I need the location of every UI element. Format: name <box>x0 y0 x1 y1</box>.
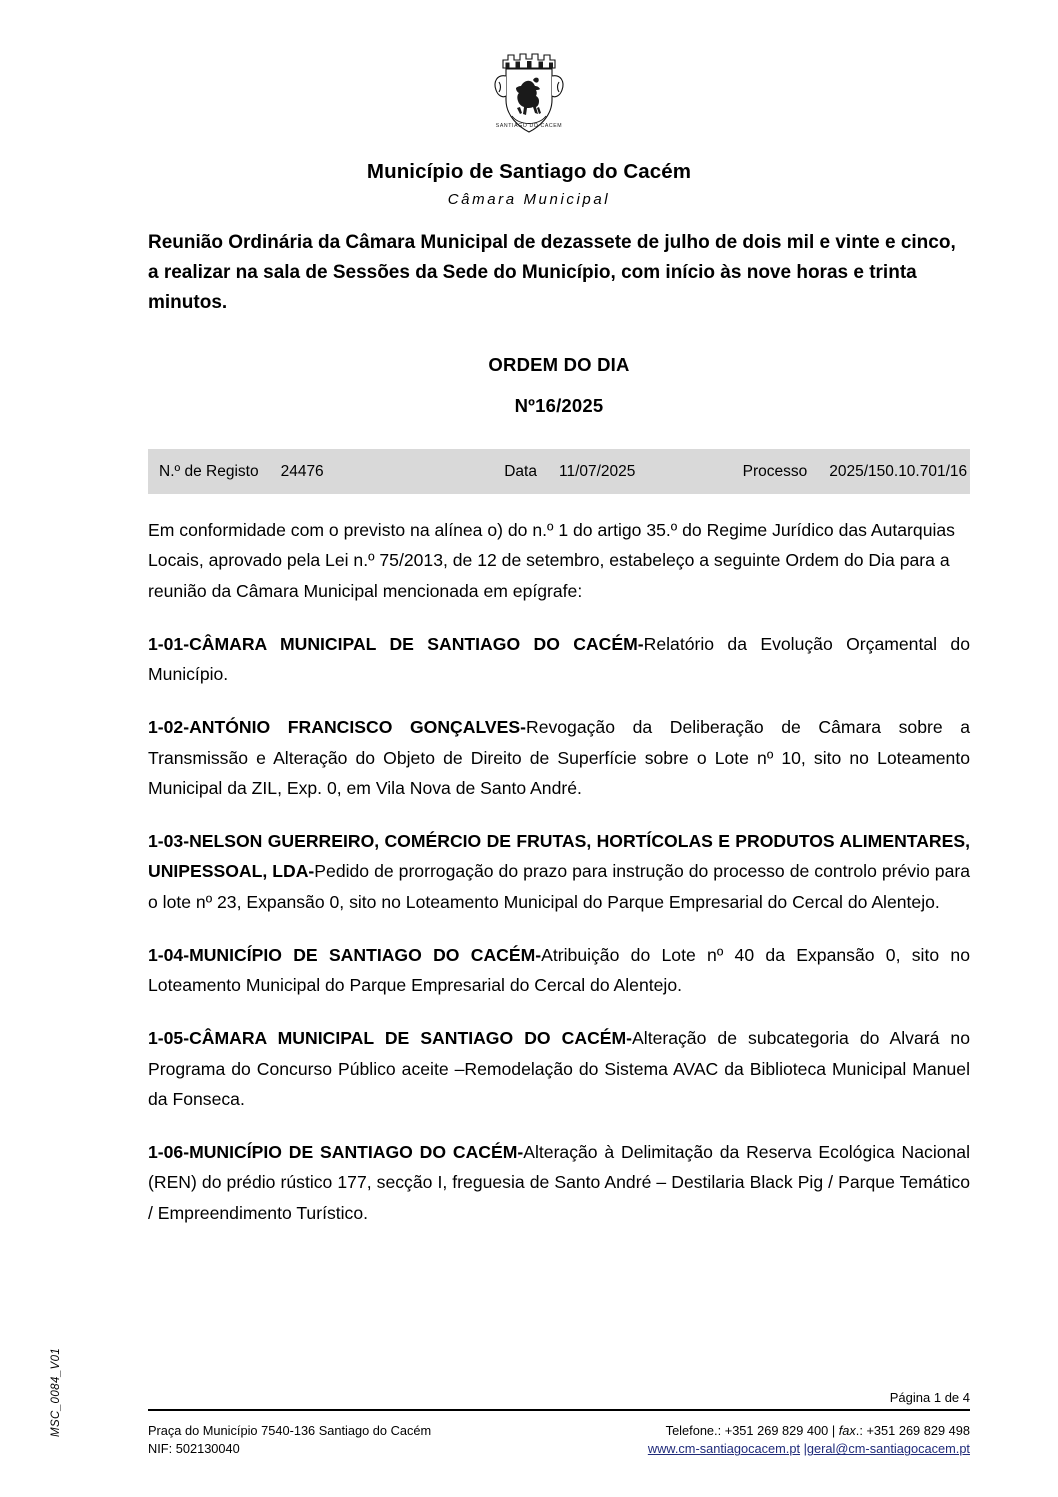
crest-container <box>0 0 1058 146</box>
footer-address <box>148 1422 431 1459</box>
meeting-title: Reunião Ordinária da Câmara Municipal de dezassete de julho de dois mil e vinte e cinco, a realizar na sala de Sessões da Sede do Município, com início às nove horas e trinta minutos. <box>148 232 956 314</box>
page-footer <box>148 1390 970 1459</box>
agenda-item <box>148 1023 970 1114</box>
footer-web-line <box>648 1440 970 1459</box>
data-value: 11/07/2025 <box>558 462 636 480</box>
email-link[interactable]: geral@cm-santiagocacem.pt <box>806 1441 970 1457</box>
document-reference-code: MSC_0084_V01 <box>50 1347 62 1437</box>
registration-group-processo <box>732 463 970 481</box>
website-link[interactable]: www.cm-santiagocacem.pt <box>647 1441 801 1457</box>
organization-title: Município de Santiago do Cacém <box>366 160 692 183</box>
agenda-item <box>148 629 970 690</box>
footer-divider <box>148 1409 970 1411</box>
agenda-item-lead: 1-06-MUNICÍPIO DE SANTIAGO DO CACÉM- <box>148 1142 524 1163</box>
agenda-item-lead: 1-02-ANTÓNIO FRANCISCO GONÇALVES- <box>148 717 526 738</box>
footer-phone-text: Telefone.: +351 269 829 400 | <box>665 1422 839 1438</box>
footer-fax-label: fax <box>838 1422 856 1438</box>
page-number: Página 1 de 4 <box>889 1389 970 1405</box>
agenda-item <box>148 826 970 917</box>
agenda-item-body: Alteração à Delimitação da Reserva Ecológica Nacional (REN) do prédio rústico 177, secção I, freguesia de Santo André – Destilaria Black Pig / Parque Temático / Empreendimento Turístico. <box>148 1142 970 1223</box>
footer-address-line-2: NIF: 502130040 <box>148 1441 240 1457</box>
footer-columns <box>148 1422 970 1459</box>
agenda-item-body: Revogação da Deliberação de Câmara sobre a Transmissão e Alteração do Objeto de Direito de Superfície sobre o Lote nº 10, sito no Loteamento Municipal da ZIL, Exp. 0, em Vila Nova de Santo André. <box>148 717 971 798</box>
processo-value: 2025/150.10.701/16 <box>829 462 968 480</box>
agenda-item-lead: 1-01-CÂMARA MUNICIPAL DE SANTIAGO DO CACÉM- <box>148 633 644 654</box>
intro-paragraph: Em conformidade com o previsto na alínea o) do n.º 1 do artigo 35.º do Regime Jurídico das Autarquias Locais, aprovado pela Lei n.º 75/2013, de 12 de setembro, estabeleço a seguinte Ordem do Dia para a reunião da Câmara Municipal mencionada em epígrafe: <box>148 520 955 601</box>
registration-group-data <box>493 463 731 481</box>
agenda-item <box>148 1137 970 1228</box>
footer-separator: | <box>803 1441 807 1457</box>
registo-label: N.º de Registo <box>159 462 259 480</box>
organization-subtitle: Câmara Municipal <box>447 191 611 208</box>
agenda-item-lead: 1-03-NELSON GUERREIRO, COMÉRCIO DE FRUTAS, HORTÍCOLAS E PRODUTOS ALIMENTARES, UNIPESSOAL, LDA- <box>148 831 970 882</box>
footer-fax-value: .: +351 269 829 498 <box>855 1422 970 1438</box>
registo-value: 24476 <box>280 462 324 480</box>
agenda-item-lead: 1-04-MUNICÍPIO DE SANTIAGO DO CACÉM- <box>148 944 542 965</box>
coat-of-arms-icon <box>481 42 577 146</box>
agenda-item-body: Alteração de subcategoria do Alvará no Programa do Concurso Público aceite –Remodelação do Sistema AVAC da Biblioteca Municipal Manuel da Fonseca. <box>148 1028 970 1109</box>
agenda-item <box>148 712 970 803</box>
document-body <box>148 228 970 1228</box>
agenda-item-body: Relatório da Evolução Orçamental do Município. <box>148 633 970 685</box>
agenda-item-body: Pedido de prorrogação do prazo para instrução do processo de controlo prévio para o lote nº 23, Expansão 0, sito no Loteamento Municipal do Parque Empresarial do Cercal do Alentejo. <box>148 861 971 912</box>
agenda-item-lead: 1-05-CÂMARA MUNICIPAL DE SANTIAGO DO CACÉM- <box>148 1028 633 1049</box>
footer-phone-line <box>648 1422 970 1441</box>
registration-table <box>148 449 970 494</box>
data-label: Data <box>504 462 537 480</box>
ordem-do-dia-heading: ORDEM DO DIA <box>488 354 630 376</box>
footer-address-line-1: Praça do Município 7540-136 Santiago do Cacém <box>148 1422 432 1438</box>
ordem-do-dia-number: Nº16/2025 <box>514 395 604 417</box>
agenda-item-body: Atribuição do Lote nº 40 da Expansão 0, sito no Loteamento Municipal do Parque Empresarial do Cercal do Alentejo. <box>148 944 970 996</box>
agenda-item <box>148 940 970 1001</box>
footer-contacts <box>648 1422 970 1459</box>
registration-group-registo <box>148 463 493 481</box>
crest-motto-text: SANTIAGO DO CACEM <box>495 123 563 129</box>
processo-label: Processo <box>742 462 808 480</box>
